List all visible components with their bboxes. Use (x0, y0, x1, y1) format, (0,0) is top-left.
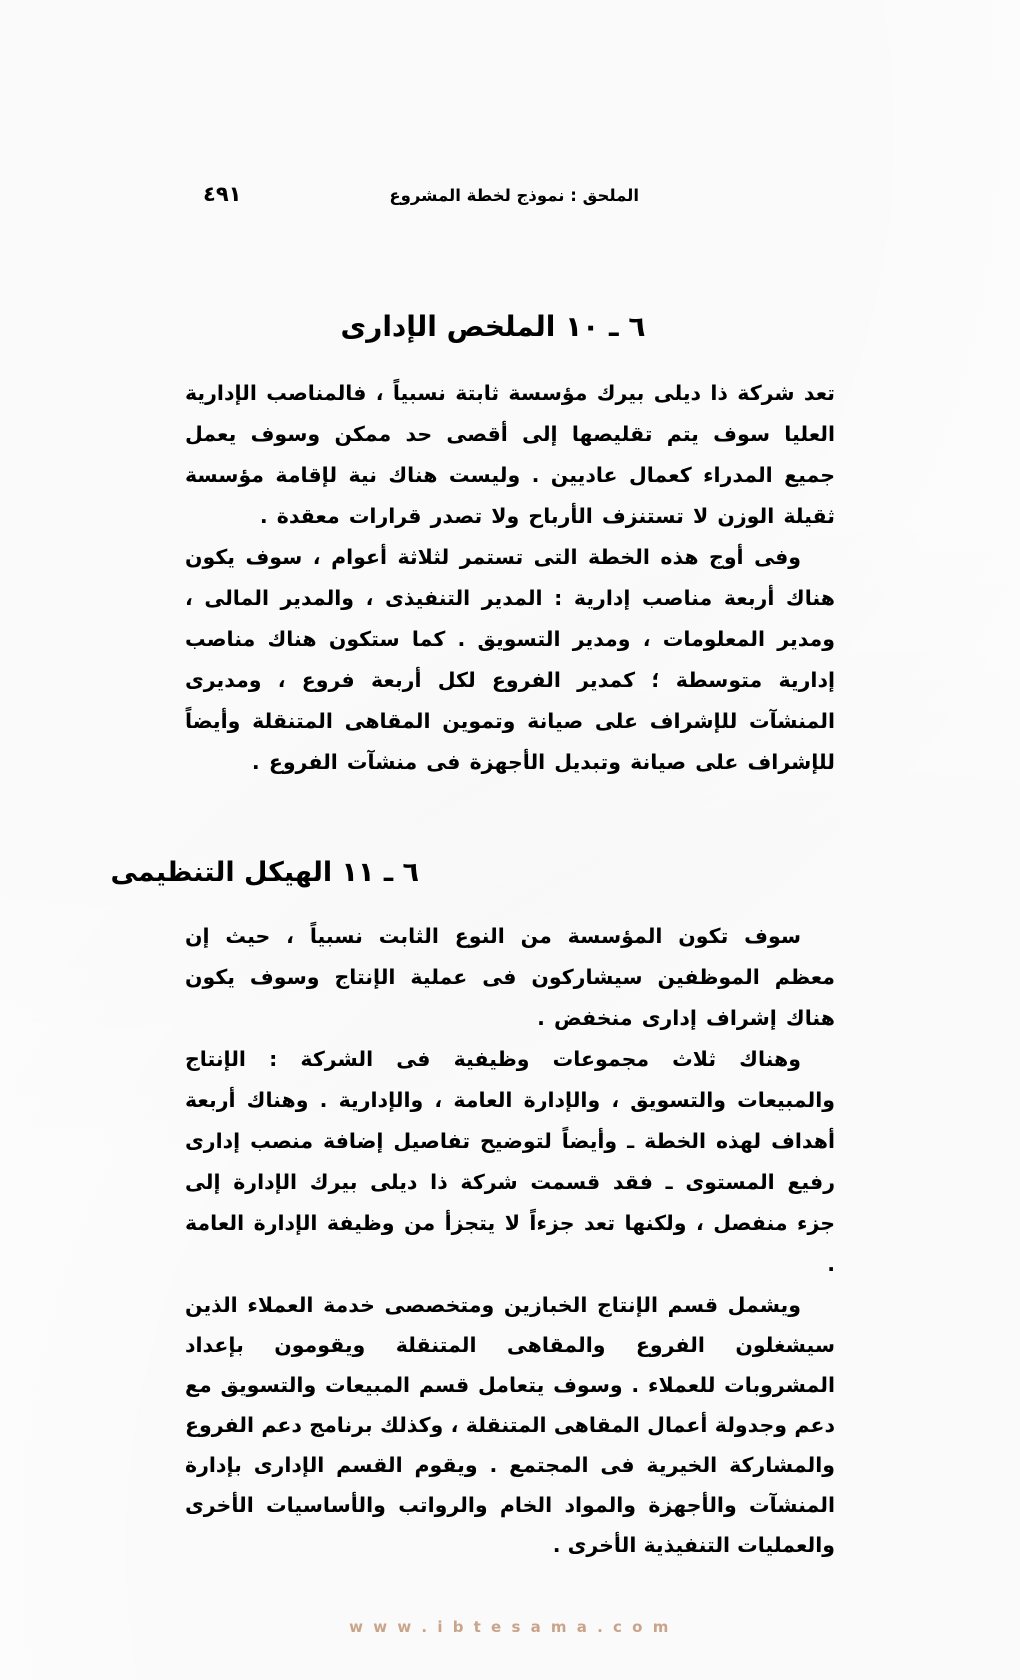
page-number: ٤٩١ (203, 182, 242, 206)
section-heading-organizational-structure: ٦ ـ ١١ الهيكل التنظيمى (110, 857, 419, 888)
paragraph-exec-2: وفى أوج هذه الخطة التى تستمر لثلاثة أعوام ، سوف يكون هناك أربعة مناصب إدارية : المدير التنفيذى ، والمدير المالى ، ومدير المعلومات ، ومدير التسويق . كما ستكون هناك مناصب إدارية متوسطة ؛ كمدير الفروع لكل أربعة فروع ، ومديرى المنشآت للإشراف على صيانة وتموين المقاهى المتنقلة وأيضاً للإشراف على صيانة وتبديل الأجهزة فى منشآت الفروع . (185, 545, 835, 774)
section-heading-executive-summary: ٦ ـ ١٠ الملخص الإدارى (340, 310, 646, 343)
site-watermark: w w w . i b t e s a m a . c o m (349, 1618, 671, 1636)
running-head (185, 182, 835, 228)
paragraph-org-1: سوف تكون المؤسسة من النوع الثابت نسبياً ، حيث إن معظم الموظفين سيشاركون فى عملية الإنتاج وسوف يكون هناك إشراف إدارى منخفض . (185, 924, 835, 1030)
page-content (110, 182, 835, 1565)
running-head-title: الملحق : نموذج لخطة المشروع (389, 186, 639, 205)
paragraph-org-2: وهناك ثلاث مجموعات وظيفية فى الشركة : الإنتاج والمبيعات والتسويق ، والإدارة العامة ، والإدارية . وهناك أربعة أهداف لهذه الخطة ـ وأيضاً لتوضيح تفاصيل إضافة منصب إدارى رفيع المستوى ـ فقد قسمت شركة ذا ديلى بيرك الإدارة إلى جزء منفصل ، ولكنها تعد جزءاً لا يتجزأ من وظيفة الإدارة العامة . (185, 1047, 835, 1276)
paragraph-exec-1: تعد شركة ذا ديلى بيرك مؤسسة ثابتة نسبياً ، فالمناصب الإدارية العليا سوف يتم تقليصها إلى أقصى حد ممكن وسوف يعمل جميع المدراء كعمال عاديين . وليست هناك نية لإقامة مؤسسة ثقيلة الوزن لا تستنزف الأرباح ولا تصدر قرارات معقدة . (185, 381, 835, 528)
paragraph-org-3: ويشمل قسم الإنتاج الخبازين ومتخصصى خدمة العملاء الذين سيشغلون الفروع والمقاهى المتنقلة ويقومون بإعداد المشروبات للعملاء . وسوف يتعامل قسم المبيعات والتسويق مع دعم وجدولة أعمال المقاهى المتنقلة ، وكذلك برنامج دعم الفروع والمشاركة الخيرية فى المجتمع . ويقوم القسم الإدارى بإدارة المنشآت والأجهزة والمواد الخام والرواتب والأساسيات الأخرى والعمليات التنفيذية الأخرى . (185, 1293, 835, 1557)
